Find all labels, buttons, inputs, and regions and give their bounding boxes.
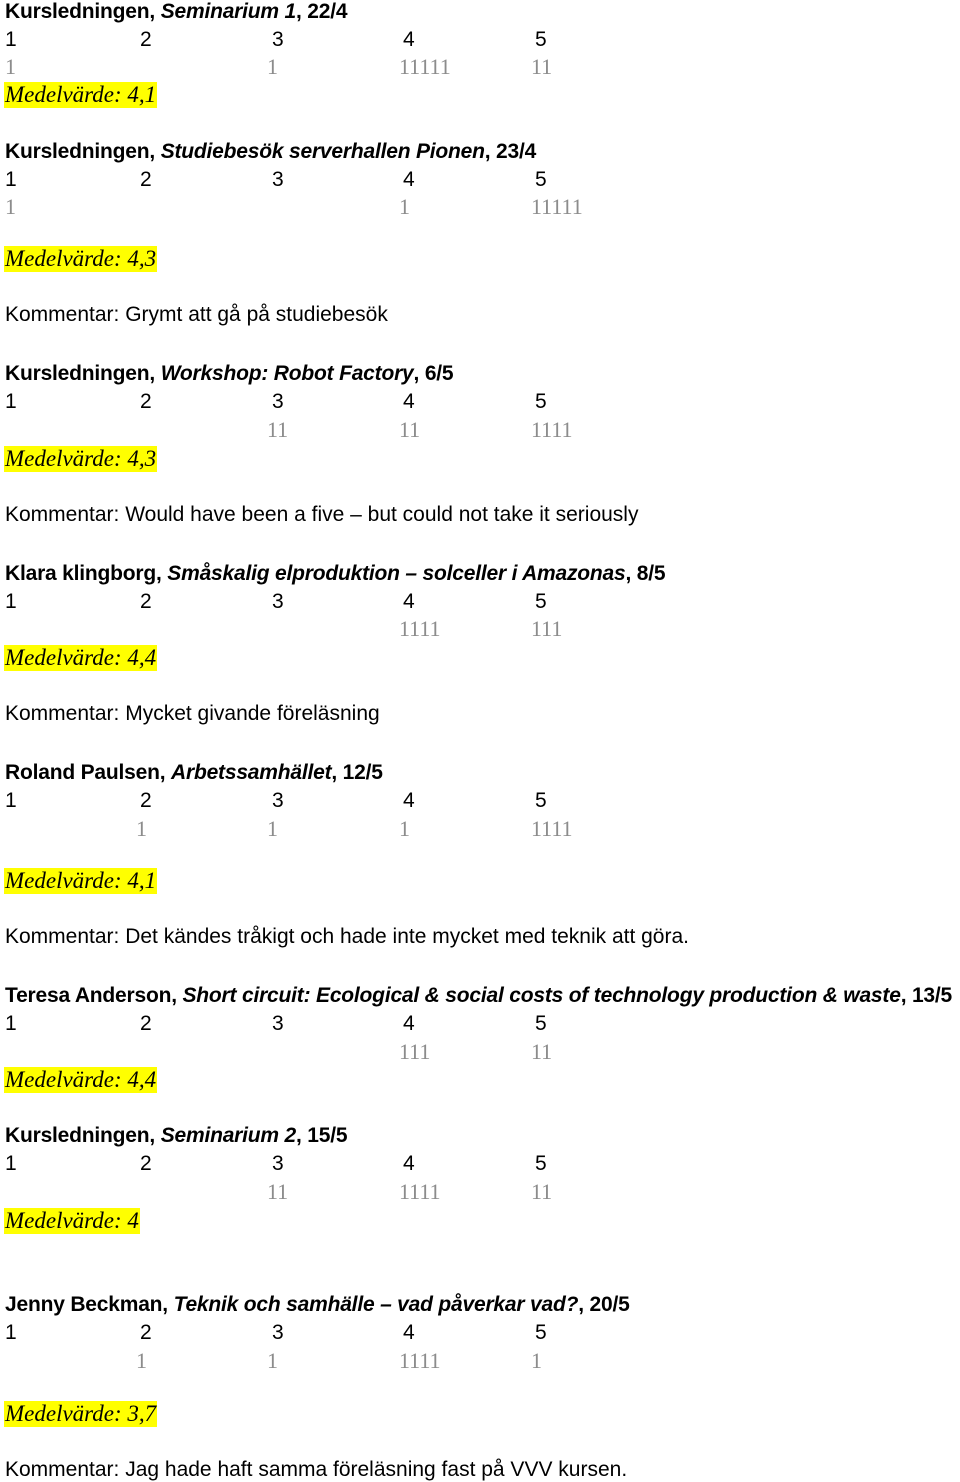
scale-label: 1 [5,1012,17,1035]
presenter-name: Kursledningen, [5,362,161,385]
scale-label: 5 [535,1012,547,1035]
tally-marks: 11 [531,1179,553,1204]
scale-label: 3 [272,789,284,812]
mean-value-highlight: Medelvärde: 4,4 [5,1067,157,1092]
tally-marks: 1 [267,54,278,79]
presenter-name: Kursledningen, [5,0,161,23]
comment-text: Kommentar: Jag hade haft samma föreläsning fast på VVV kursen. [5,1458,628,1481]
mean-value-highlight: Medelvärde: 4,1 [5,868,157,893]
presenter-name: Jenny Beckman, [5,1293,174,1316]
presenter-name: Kursledningen, [5,1124,161,1147]
tally-marks: 111 [399,1039,431,1064]
session-title: Småskalig elproduktion – solceller i Amazonas [167,562,626,585]
comment-text: Kommentar: Mycket givande föreläsning [5,702,380,725]
scale-label: 2 [140,1321,152,1344]
tally-marks: 1 [267,816,278,841]
section-title [5,1124,347,1148]
mean-value-highlight: Medelvärde: 4,3 [5,446,157,471]
mean-value-highlight: Medelvärde: 4 [5,1208,139,1233]
tally-marks: 11 [399,417,421,442]
scale-label: 2 [140,168,152,191]
session-date: , 15/5 [296,1124,348,1147]
comment-text: Kommentar: Would have been a five – but could not take it seriously [5,503,639,526]
tally-marks: 11 [531,1039,553,1064]
scale-label: 3 [272,1012,284,1035]
presenter-name: Kursledningen, [5,140,161,163]
session-date: , 23/4 [484,140,537,163]
scale-label: 5 [535,1321,547,1344]
scale-label: 1 [5,168,17,191]
session-date: , 20/5 [578,1293,630,1316]
presenter-name: Teresa Anderson, [5,984,183,1007]
scale-label: 4 [403,1152,415,1175]
session-title: Teknik och samhälle – vad påverkar vad? [173,1293,579,1316]
scale-label: 2 [140,1152,152,1175]
scale-label: 5 [535,168,547,191]
tally-marks: 1111 [531,816,573,841]
tally-marks: 1 [5,54,16,79]
section-title [5,984,952,1008]
tally-marks: 1 [5,194,16,219]
scale-label: 4 [403,590,415,613]
session-title: Arbetssamhället [171,761,332,784]
scale-label: 5 [535,1152,547,1175]
scale-label: 2 [140,390,152,413]
tally-marks: 1 [399,816,410,841]
presenter-name: Roland Paulsen, [5,761,171,784]
session-title: Short circuit: Ecological & social costs of technology production & waste [182,984,901,1007]
scale-label: 3 [272,1152,284,1175]
tally-marks: 1 [267,1348,278,1373]
presenter-name: Klara klingborg, [5,562,168,585]
tally-marks: 1111 [399,1348,441,1373]
tally-marks: 11111 [531,194,583,219]
scale-label: 5 [535,789,547,812]
scale-label: 1 [5,789,17,812]
section-title [5,562,665,586]
scale-label: 5 [535,390,547,413]
comment-text: Kommentar: Det kändes tråkigt och hade inte mycket med teknik att göra. [5,925,689,948]
scale-label: 4 [403,1012,415,1035]
section-title [5,362,453,386]
session-title: Seminarium 1 [160,0,297,23]
scale-label: 3 [272,1321,284,1344]
mean-value-highlight: Medelvärde: 3,7 [5,1401,157,1426]
section-title [5,140,536,164]
scale-label: 4 [403,789,415,812]
scale-label: 1 [5,1152,17,1175]
section-title [5,761,383,785]
tally-marks: 1111 [531,417,573,442]
scale-label: 3 [272,168,284,191]
tally-marks: 11 [531,54,553,79]
scale-label: 5 [535,590,547,613]
scale-label: 5 [535,28,547,51]
scale-label: 3 [272,590,284,613]
session-date: , 22/4 [296,0,348,23]
session-date: , 13/5 [900,984,953,1007]
tally-marks: 1 [136,816,147,841]
tally-marks: 1111 [399,616,441,641]
scale-label: 2 [140,789,152,812]
section-title [5,0,347,24]
scale-label: 2 [140,590,152,613]
scale-label: 3 [272,390,284,413]
scale-label: 1 [5,28,17,51]
scale-label: 2 [140,28,152,51]
tally-marks: 11 [267,1179,289,1204]
session-title: Workshop: Robot Factory [160,362,414,385]
tally-marks: 1111 [399,1179,441,1204]
tally-marks: 1 [399,194,410,219]
scale-label: 1 [5,590,17,613]
session-title: Seminarium 2 [160,1124,297,1147]
scale-label: 1 [5,390,17,413]
tally-marks: 1 [531,1348,542,1373]
tally-marks: 111 [531,616,563,641]
scale-label: 4 [403,1321,415,1344]
scale-label: 3 [272,28,284,51]
mean-value-highlight: Medelvärde: 4,4 [5,645,157,670]
section-title [5,1293,630,1317]
tally-marks: 1 [136,1348,147,1373]
mean-value-highlight: Medelvärde: 4,1 [5,82,157,107]
session-date: , 6/5 [413,362,454,385]
session-title: Studiebesök serverhallen Pionen [160,140,485,163]
scale-label: 2 [140,1012,152,1035]
comment-text: Kommentar: Grymt att gå på studiebesök [5,303,388,326]
session-date: , 12/5 [331,761,383,784]
scale-label: 4 [403,390,415,413]
scale-label: 1 [5,1321,17,1344]
scale-label: 4 [403,168,415,191]
mean-value-highlight: Medelvärde: 4,3 [5,246,157,271]
session-date: , 8/5 [625,562,666,585]
tally-marks: 11 [267,417,289,442]
tally-marks: 11111 [399,54,451,79]
scale-label: 4 [403,28,415,51]
